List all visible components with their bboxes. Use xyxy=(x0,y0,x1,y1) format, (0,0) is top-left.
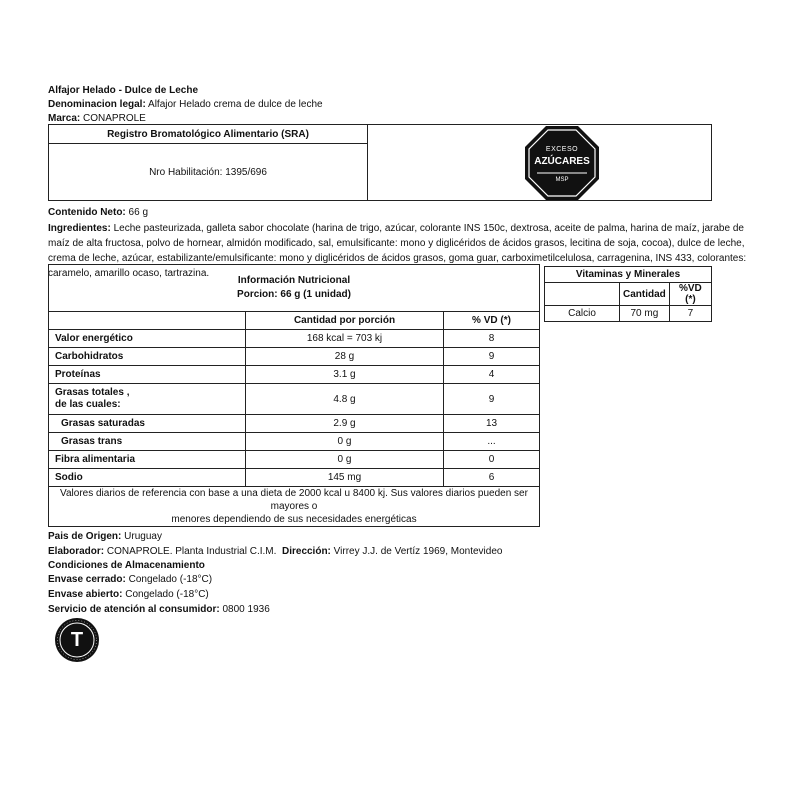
nutrient-name: Grasas trans xyxy=(49,433,246,451)
vitamin-name: Calcio xyxy=(545,306,620,322)
registry-table xyxy=(48,124,712,201)
nutrition-col-amount: Cantidad por porción xyxy=(246,312,444,330)
nutrient-name: Grasas saturadas xyxy=(49,415,246,433)
excess-sugar-seal xyxy=(523,124,601,202)
nutrient-amount: 28 g xyxy=(246,348,444,366)
nutrient-vd: 13 xyxy=(444,415,540,433)
country-of-origin: Pais de Origen: Uruguay xyxy=(48,531,162,542)
table-row xyxy=(49,384,540,415)
nutrient-amount: 0 g xyxy=(246,451,444,469)
seal-line-2: AZÚCARES xyxy=(534,156,590,167)
nutrient-amount: 3.1 g xyxy=(246,366,444,384)
table-row xyxy=(49,469,540,487)
nutrition-col-vd: % VD (*) xyxy=(444,312,540,330)
nutrition-footnote xyxy=(49,487,540,527)
elaborator: Elaborador: CONAPROLE. Planta Industrial C.I.M. Dirección: Virrey J.J. de Vertíz 1969, Montevideo xyxy=(48,546,503,557)
storage-open: Envase abierto: Congelado (-18°C) xyxy=(48,589,209,600)
nutrient-vd: 8 xyxy=(444,330,540,348)
table-row xyxy=(49,330,540,348)
footnote-line-2: menores dependiendo de sus necesidades energéticas xyxy=(171,514,417,525)
t-badge-letter: T xyxy=(70,629,84,651)
vitamin-vd: 7 xyxy=(669,306,711,322)
nutrient-vd: 9 xyxy=(444,384,540,415)
nutrient-name: Fibra alimentaria xyxy=(49,451,246,469)
table-row xyxy=(49,348,540,366)
vitamins-table xyxy=(544,266,712,322)
storage-closed: Envase cerrado: Congelado (-18°C) xyxy=(48,574,213,585)
vitamins-col-name xyxy=(545,283,620,306)
table-row xyxy=(49,433,540,451)
nutrient-name-line-1: Grasas totales , xyxy=(55,387,130,398)
nutrient-name: Sodio xyxy=(49,469,246,487)
consumer-service: Servicio de atención al consumidor: 0800 1936 xyxy=(48,604,270,615)
vitamins-col-vd: %VD (*) xyxy=(669,283,711,306)
registry-habilitacion: Nro Habilitación: 1395/696 xyxy=(49,144,368,201)
legal-denomination: Denominacion legal: Alfajor Helado crema de dulce de leche xyxy=(48,99,323,110)
nutrient-vd: ... xyxy=(444,433,540,451)
net-content: Contenido Neto: 66 g xyxy=(48,207,149,218)
nutrition-portion: Porcion: 66 g (1 unidad) xyxy=(237,289,351,300)
vitamin-amount: 70 mg xyxy=(620,306,670,322)
nutrient-amount: 4.8 g xyxy=(246,384,444,415)
nutrition-title: Información Nutricional xyxy=(237,275,351,286)
nutrient-name: Valor energético xyxy=(49,330,246,348)
product-title: Alfajor Helado - Dulce de Leche xyxy=(48,85,199,96)
nutrient-amount: 2.9 g xyxy=(246,415,444,433)
nutrient-vd: 4 xyxy=(444,366,540,384)
t-badge xyxy=(54,617,100,663)
seal-line-1: EXCESO xyxy=(545,146,579,153)
vitamins-title: Vitaminas y Minerales xyxy=(545,267,712,283)
brand: Marca: CONAPROLE xyxy=(48,113,146,124)
table-row xyxy=(49,451,540,469)
storage-title: Condiciones de Almacenamiento xyxy=(48,560,205,571)
table-row xyxy=(49,415,540,433)
vitamins-col-amount: Cantidad xyxy=(620,283,670,306)
nutrition-col-name xyxy=(49,312,246,330)
table-row xyxy=(49,366,540,384)
registry-header: Registro Bromatológico Alimentario (SRA) xyxy=(49,125,368,144)
nutrient-name: Proteínas xyxy=(49,366,246,384)
nutrition-table xyxy=(48,264,540,527)
ingredients: Ingredientes: Leche pasteurizada, galleta sabor chocolate (harina de trigo, azúcar, colorante INS 150c, dextrosa, aceite de palma, harina de maíz, jarabe de maíz de alta fructosa, polvo de hornear, almidón modificado, sal, emulsificante: mono y diglicéridos de ácidos grasos, lecitina de soja, cocoa), dulce de leche, crema de leche, azúcar, estabilizante/emulsificante: mono y diglicéridos de ácidos grasos, goma guar, carboximetilcelulosa, carragenina, INS 433, colorantes: caramelo, amarillo ocaso, tartrazina. xyxy=(48,223,747,279)
nutrient-name-line-2: de las cuales: xyxy=(55,399,121,410)
nutrient-vd: 6 xyxy=(444,469,540,487)
nutrient-amount: 145 mg xyxy=(246,469,444,487)
nutrition-header xyxy=(49,265,540,312)
nutrient-name xyxy=(49,384,246,415)
seal-line-3: MSP xyxy=(555,177,569,183)
nutrient-vd: 0 xyxy=(444,451,540,469)
table-row xyxy=(545,306,712,322)
nutrient-vd: 9 xyxy=(444,348,540,366)
nutrient-amount: 168 kcal = 703 kj xyxy=(246,330,444,348)
nutrient-name: Carbohidratos xyxy=(49,348,246,366)
nutrient-amount: 0 g xyxy=(246,433,444,451)
footnote-line-1: Valores diarios de referencia con base a una dieta de 2000 kcal u 8400 kj. Sus valores diarios pueden ser mayores o xyxy=(60,488,528,512)
